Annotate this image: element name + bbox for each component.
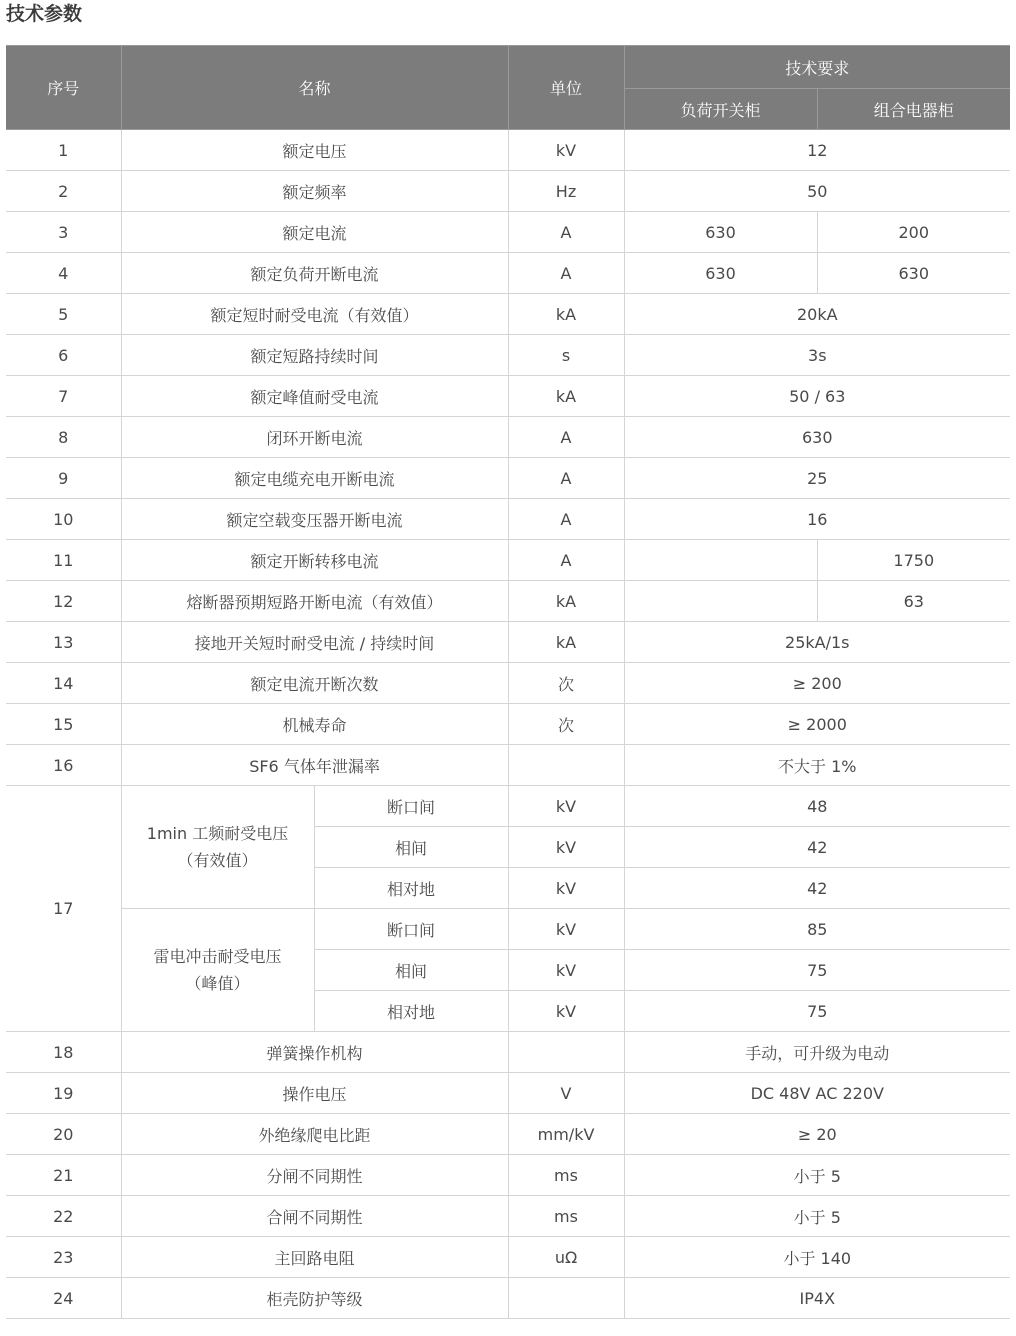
row-name: 闭环开断电流 — [121, 417, 508, 458]
row-value: 12 — [624, 130, 1010, 171]
row-name: 弹簧操作机构 — [121, 1032, 508, 1073]
row-unit: uΩ — [508, 1237, 624, 1278]
row-name: 额定电流 — [121, 212, 508, 253]
value-load-switch-cabinet: 630 — [624, 253, 817, 294]
header-requirements: 技术要求 — [624, 46, 1010, 89]
row-name: 额定电压 — [121, 130, 508, 171]
table-row — [6, 1196, 1010, 1237]
row-unit: Hz — [508, 171, 624, 212]
row-index: 16 — [6, 745, 121, 786]
row-value: 手动，可升级为电动 — [624, 1032, 1010, 1073]
row-index: 9 — [6, 458, 121, 499]
row-index: 4 — [6, 253, 121, 294]
row-index: 11 — [6, 540, 121, 581]
table-row — [6, 1114, 1010, 1155]
group-name-qualifier: （有效值） — [177, 851, 258, 870]
tech-params-table — [6, 45, 1010, 1319]
group-name-qualifier: （峰值） — [185, 974, 250, 993]
row-value: 25kA/1s — [624, 622, 1010, 663]
row-unit: A — [508, 417, 624, 458]
row-unit: kV — [508, 991, 624, 1032]
row-unit: 次 — [508, 663, 624, 704]
row-name: 分闸不同期性 — [121, 1155, 508, 1196]
group-name-line: 1min 工频耐受电压 — [146, 824, 289, 843]
row-value: ≥ 200 — [624, 663, 1010, 704]
header-unit: 单位 — [508, 46, 624, 130]
row-value: 85 — [624, 909, 1010, 950]
table-row — [6, 458, 1010, 499]
row-unit: A — [508, 253, 624, 294]
row-index: 15 — [6, 704, 121, 745]
sub-item-name: 相间 — [314, 950, 508, 991]
header-index: 序号 — [6, 46, 121, 130]
table-row — [6, 417, 1010, 458]
row-index: 2 — [6, 171, 121, 212]
row-unit: s — [508, 335, 624, 376]
row-value: 小于 140 — [624, 1237, 1010, 1278]
row-index: 18 — [6, 1032, 121, 1073]
page-title: 技术参数 — [6, 3, 83, 25]
value-load-switch-cabinet: 630 — [624, 212, 817, 253]
row-value: 25 — [624, 458, 1010, 499]
row-unit: kV — [508, 786, 624, 827]
row-value: 75 — [624, 950, 1010, 991]
row-name: 主回路电阻 — [121, 1237, 508, 1278]
row-unit: kV — [508, 868, 624, 909]
row-name: 接地开关短时耐受电流 / 持续时间 — [121, 622, 508, 663]
row-value: 小于 5 — [624, 1196, 1010, 1237]
row-index: 20 — [6, 1114, 121, 1155]
row-unit: kV — [508, 130, 624, 171]
value-combined-cabinet: 200 — [817, 212, 1010, 253]
row-index: 23 — [6, 1237, 121, 1278]
sub-item-name: 相间 — [314, 827, 508, 868]
row-index: 12 — [6, 581, 121, 622]
row-index: 6 — [6, 335, 121, 376]
row-unit: 次 — [508, 704, 624, 745]
row-unit: kV — [508, 827, 624, 868]
row-value: 20kA — [624, 294, 1010, 335]
row-value: 16 — [624, 499, 1010, 540]
row-name: 额定频率 — [121, 171, 508, 212]
voltage-group-name — [121, 909, 314, 1032]
sub-item-name: 相对地 — [314, 991, 508, 1032]
value-combined-cabinet: 63 — [817, 581, 1010, 622]
row-unit: kA — [508, 581, 624, 622]
row-index: 1 — [6, 130, 121, 171]
row-name: 额定电缆充电开断电流 — [121, 458, 508, 499]
row-name: SF6 气体年泄漏率 — [121, 745, 508, 786]
row-name: 额定电流开断次数 — [121, 663, 508, 704]
row-value: 不大于 1% — [624, 745, 1010, 786]
sub-item-name: 断口间 — [314, 909, 508, 950]
table-row — [6, 376, 1010, 417]
row-index: 14 — [6, 663, 121, 704]
row-index: 22 — [6, 1196, 121, 1237]
row-unit: kA — [508, 376, 624, 417]
row-value: IP4X — [624, 1278, 1010, 1319]
row-index: 8 — [6, 417, 121, 458]
row-name: 额定负荷开断电流 — [121, 253, 508, 294]
table-row — [6, 1155, 1010, 1196]
row-index: 24 — [6, 1278, 121, 1319]
value-combined-cabinet: 630 — [817, 253, 1010, 294]
row-name: 操作电压 — [121, 1073, 508, 1114]
header-combined-cabinet: 组合电器柜 — [817, 89, 1010, 130]
sub-item-name: 相对地 — [314, 868, 508, 909]
table-row — [6, 704, 1010, 745]
row-index: 3 — [6, 212, 121, 253]
table-row — [6, 581, 1010, 622]
voltage-group-name — [121, 786, 314, 909]
row-index: 19 — [6, 1073, 121, 1114]
group-name-line: 雷电冲击耐受电压 — [153, 947, 282, 966]
row-unit: V — [508, 1073, 624, 1114]
row-unit: ms — [508, 1155, 624, 1196]
row-value: 50 — [624, 171, 1010, 212]
table-row — [6, 663, 1010, 704]
table-row — [6, 622, 1010, 663]
row-value: 小于 5 — [624, 1155, 1010, 1196]
row-unit: A — [508, 458, 624, 499]
value-combined-cabinet: 1750 — [817, 540, 1010, 581]
row-name: 额定开断转移电流 — [121, 540, 508, 581]
table-row — [6, 212, 1010, 253]
row-name: 熔断器预期短路开断电流（有效值） — [121, 581, 508, 622]
row-name: 额定空载变压器开断电流 — [121, 499, 508, 540]
table-row — [6, 1237, 1010, 1278]
row-value: 50 / 63 — [624, 376, 1010, 417]
row-index: 5 — [6, 294, 121, 335]
row-name: 额定短时耐受电流（有效值） — [121, 294, 508, 335]
row-index: 17 — [6, 786, 121, 1032]
row-unit: A — [508, 540, 624, 581]
table-row — [6, 171, 1010, 212]
table-row — [6, 745, 1010, 786]
row-unit: kA — [508, 622, 624, 663]
row-unit: kV — [508, 950, 624, 991]
table-header — [6, 46, 1010, 130]
table-body — [6, 130, 1010, 1319]
row-value: ≥ 2000 — [624, 704, 1010, 745]
row-index: 7 — [6, 376, 121, 417]
row-index: 13 — [6, 622, 121, 663]
row-index: 10 — [6, 499, 121, 540]
header-name: 名称 — [121, 46, 508, 130]
header-load-switch-cabinet: 负荷开关柜 — [624, 89, 817, 130]
row-unit: A — [508, 499, 624, 540]
row-value: 3s — [624, 335, 1010, 376]
table-row — [6, 909, 1010, 950]
row-value: DC 48V AC 220V — [624, 1073, 1010, 1114]
table-row — [6, 540, 1010, 581]
value-load-switch-cabinet — [624, 540, 817, 581]
table-row — [6, 294, 1010, 335]
row-value: 75 — [624, 991, 1010, 1032]
table-row — [6, 130, 1010, 171]
value-load-switch-cabinet — [624, 581, 817, 622]
table-row — [6, 1073, 1010, 1114]
row-value: 42 — [624, 827, 1010, 868]
sub-item-name: 断口间 — [314, 786, 508, 827]
row-unit: kV — [508, 909, 624, 950]
row-name: 额定短路持续时间 — [121, 335, 508, 376]
table-row — [6, 1032, 1010, 1073]
row-value: ≥ 20 — [624, 1114, 1010, 1155]
row-unit — [508, 745, 624, 786]
row-name: 机械寿命 — [121, 704, 508, 745]
row-unit: mm/kV — [508, 1114, 624, 1155]
row-unit — [508, 1032, 624, 1073]
table-row — [6, 253, 1010, 294]
table-row — [6, 1278, 1010, 1319]
table-row — [6, 335, 1010, 376]
row-name: 合闸不同期性 — [121, 1196, 508, 1237]
row-unit: kA — [508, 294, 624, 335]
row-name: 外绝缘爬电比距 — [121, 1114, 508, 1155]
table-row — [6, 499, 1010, 540]
row-value: 630 — [624, 417, 1010, 458]
row-unit: ms — [508, 1196, 624, 1237]
table-row — [6, 786, 1010, 827]
row-unit — [508, 1278, 624, 1319]
row-value: 48 — [624, 786, 1010, 827]
row-index: 21 — [6, 1155, 121, 1196]
row-name: 额定峰值耐受电流 — [121, 376, 508, 417]
row-value: 42 — [624, 868, 1010, 909]
row-unit: A — [508, 212, 624, 253]
row-name: 柜壳防护等级 — [121, 1278, 508, 1319]
